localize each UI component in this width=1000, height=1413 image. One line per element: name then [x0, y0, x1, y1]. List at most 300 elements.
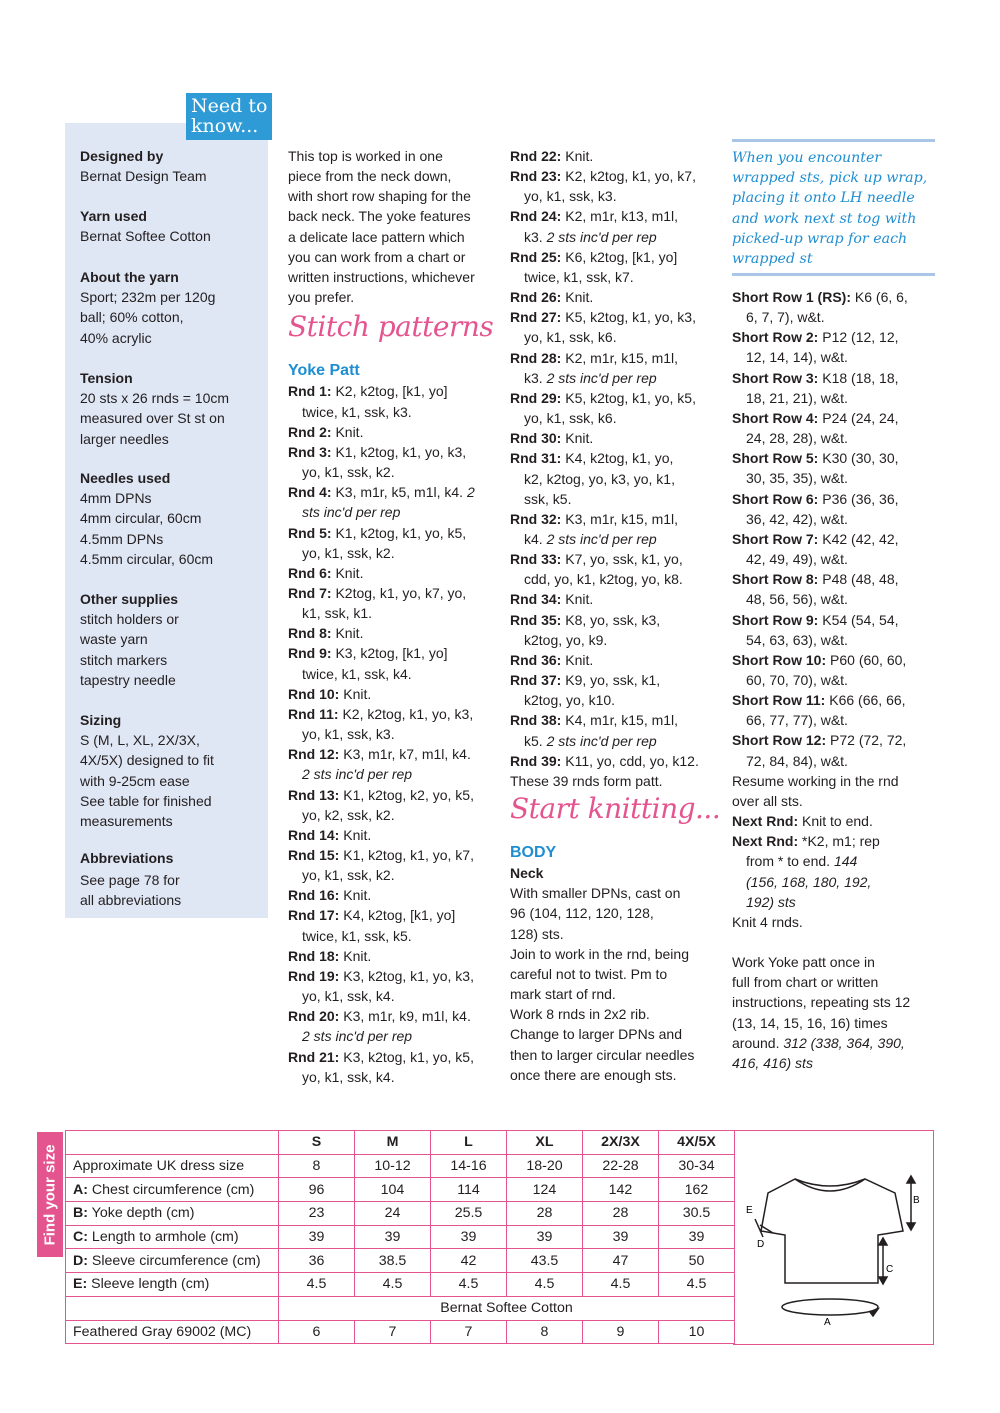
row-continuation: [288, 543, 498, 563]
row-key: Rnd 27:: [510, 309, 562, 326]
row-continuation: [510, 327, 725, 347]
yoke-rows: [288, 381, 498, 1086]
row-key: Short Row 5:: [732, 450, 819, 467]
table-cell: 4.5: [507, 1273, 583, 1297]
row-text: ssk, k5.: [524, 490, 572, 507]
row-text: Knit.: [339, 947, 372, 964]
row-text: K3, k2tog, k1, yo, k3,: [339, 967, 474, 984]
row-text: P36 (36, 36,: [818, 490, 899, 507]
abbreviations-block: Abbreviations See page 78 for all abbreviations: [80, 850, 182, 908]
row-continuation: [510, 529, 725, 549]
row-key: E:: [73, 1276, 88, 1293]
table-cell: 4.5: [279, 1273, 355, 1297]
pattern-row: [510, 247, 725, 267]
pattern-row: [288, 744, 498, 764]
pattern-row: [510, 146, 725, 166]
row-key: Short Row 2:: [732, 329, 819, 346]
row-key: Short Row 10:: [732, 651, 827, 668]
row-text: K5, k2tog, k1, yo, k3,: [561, 309, 696, 326]
row-text: Knit.: [561, 430, 594, 447]
pattern-row: [288, 583, 498, 603]
table-cell: 39: [659, 1225, 735, 1249]
row-continuation: [510, 227, 725, 247]
row-key: Rnd 10:: [288, 685, 340, 702]
pattern-row: [510, 448, 725, 468]
table-cell: 114: [431, 1178, 507, 1202]
row-text: Knit.: [561, 651, 594, 668]
table-cell: 39: [355, 1225, 431, 1249]
row-text: Knit.: [561, 289, 594, 306]
intro-column: This top is worked in one piece from the neck down, with short row shaping for the back neck. The yoke features a delicate lace pattern which you can work from a chart or written instructions, whichever you prefer. Stitch patterns Yoke Patt Rnd 1: K2, k2tog, [k1, yo] twice, k1, ssk, k3. Rnd 2: Knit. Rnd 3: K1, k2tog, k1, yo, k3, yo, k1, ssk, k2. Rnd 4: K3, m1r, k5, m1l, k4. 2 sts inc'd per rep Rnd 5: K1, k2tog, k1, yo, k5, yo, k1, ssk, k2. Rnd 6: Knit. Rnd 7: K2tog, k1, yo, k7, yo, k1, ssk, k1. Rnd 8: Knit. Rnd 9: K3, k2tog, [k1, yo] twice, k1, ssk, k4. Rnd 10: Knit. Rnd 11: K2, k2tog, k1, yo, k3, yo, k1, ssk, k3. Rnd 12: K3, m1r, k7, m1l, k4. 2 sts inc'd per rep Rnd 13: K1, k2tog, k2, yo, k5, yo, k2, ssk, k2. Rnd 14: Knit. Rnd 15: K1, k2tog, k1, yo, k7, yo, k1, ssk, k2. Rnd 16: Knit. Rnd 17: K4, k2tog, [k1, yo] twice, k1, ssk, k5. Rnd 18: Knit. Rnd 19: K3, k2tog, k1, yo, k3, yo, k1, ssk, k4. Rnd 20: K3, m1r, k9, m1l, k4. 2 sts inc'd per rep Rnd 21: K3, k2tog, k1, yo, k5, yo, k1, ssk, k4.: [288, 146, 498, 1087]
pattern-row: [288, 785, 498, 805]
row-text: k4.: [524, 530, 547, 547]
table-cell: 22-28: [583, 1154, 659, 1178]
row-text: P24 (24, 24,: [818, 409, 899, 426]
row-text: K9, yo, ssk, k1,: [561, 672, 661, 689]
row-continuation: 48, 56, 56), w&t.: [746, 591, 848, 608]
pattern-row: [288, 885, 498, 905]
row-text: twice, k1, ssk, k7.: [524, 268, 634, 285]
rows-end-note: These 39 rnds form patt.: [510, 772, 663, 789]
pattern-row: [288, 422, 498, 442]
row-key: Short Row 9:: [732, 611, 819, 628]
row-key: Rnd 34:: [510, 591, 562, 608]
designed-by-block: Designed by Bernat Design Team: [80, 148, 207, 185]
table-row: [66, 1178, 735, 1202]
row-key: Rnd 23:: [510, 168, 562, 185]
row-continuation: [288, 402, 498, 422]
row-key: Rnd 18:: [288, 947, 340, 964]
needles-block: Needles used 4mm DPNs 4mm circular, 60cm 4.5mm DPNs 4.5mm circular, 60cm: [80, 470, 214, 567]
row-key: Rnd 17:: [288, 907, 340, 924]
row-key: Short Row 11:: [732, 692, 826, 709]
table-cell: 10-12: [355, 1154, 431, 1178]
row-text: K3, k2tog, k1, yo, k5,: [339, 1048, 474, 1065]
row-text: K66 (66, 66,: [825, 692, 906, 709]
chest-measure-line: [782, 1299, 878, 1315]
table-cell: 39: [507, 1225, 583, 1249]
row-continuation: [510, 630, 725, 650]
pattern-row: [510, 589, 725, 609]
supplies-block: Other supplies stitch holders or waste yarn stitch markers tapestry needle: [80, 591, 179, 688]
row-text: K6 (6, 6,: [851, 289, 908, 305]
pattern-row: [510, 710, 725, 730]
row-text: K1, k2tog, k1, yo, k5,: [331, 524, 467, 541]
row-label-text: Length to armhole (cm): [87, 1229, 239, 1246]
table-cell: 142: [583, 1178, 659, 1202]
table-cell: 30.5: [659, 1202, 735, 1226]
row-text: yo, k1, ssk, k2.: [302, 867, 395, 884]
row-key: Rnd 16:: [288, 887, 340, 904]
label-a: A: [824, 1317, 831, 1328]
table-cell: 18-20: [507, 1154, 583, 1178]
short-row: [732, 368, 937, 388]
row-key: Short Row 6:: [732, 490, 819, 507]
pattern-row: [510, 348, 725, 368]
row-note: 2 sts inc'd per rep: [302, 1028, 413, 1045]
row-continuation: [288, 603, 498, 623]
row-continuation: 42, 49, 49), w&t.: [746, 551, 848, 568]
row-key: Rnd 8:: [288, 625, 332, 642]
row-text: Knit.: [331, 564, 364, 581]
row-text: P72 (72, 72,: [826, 732, 907, 749]
row-note: 2: [466, 484, 475, 501]
row-text: K2, k2tog, k1, yo, k3,: [338, 705, 474, 722]
row-continuation: [510, 489, 725, 509]
row-continuation: [288, 462, 498, 482]
row-key: Rnd 4:: [288, 484, 332, 501]
row-continuation: [510, 267, 725, 287]
table-row: [66, 1273, 735, 1297]
pattern-row: [288, 704, 498, 724]
row-continuation: [288, 986, 498, 1006]
row-key: C:: [73, 1229, 88, 1246]
row-note: 2 sts inc'd per rep: [546, 530, 657, 547]
pattern-row: [510, 549, 725, 569]
row-text: k2tog, yo, k9.: [524, 631, 608, 648]
row-continuation: [288, 664, 498, 684]
short-row: [732, 287, 937, 307]
tshirt-outline: [761, 1179, 903, 1283]
row-key: Rnd 32:: [510, 510, 562, 527]
pattern-row: [510, 751, 725, 771]
row-text: yo, k1, ssk, k4.: [302, 1068, 395, 1085]
rows-column: Rnd 22: Knit. Rnd 23: K2, k2tog, k1, yo, k7, yo, k1, ssk, k3. Rnd 24: K2, m1r, k13, m1l, k3. 2 sts inc'd per rep Rnd 25: K6, k2tog, [k1, yo] twice, k1, ssk, k7. Rnd 26: Knit. Rnd 27: K5, k2tog, k1, yo, k3, yo, k1, ssk, k6. Rnd 28: K2, m1r, k15, m1l, k3. 2 sts inc'd per rep Rnd 29: K5, k2tog, k1, yo, k5, yo, k1, ssk, k6. Rnd 30: Knit. Rnd 31: K4, k2tog, k1, yo, k2, k2tog, yo, k3, yo, k1, ssk, k5. Rnd 32: K3, m1r, k15, m1l, k4. 2 sts inc'd per rep Rnd 33: K7, yo, ssk, k1, yo, cdd, yo, k1, k2tog, yo, k8. Rnd 34: Knit. Rnd 35: K8, yo, ssk, k3, k2tog, yo, k9. Rnd 36: Knit. Rnd 37: K9, yo, ssk, k1, k2tog, yo, k10. Rnd 38: K4, m1r, k15, m1l, k5. 2 sts inc'd per rep Rnd 39: K11, yo, cdd, yo, k12. These 39 rnds form patt. Start knitting... BODY Neck With smaller DPNs, cast on 96 (104, 112, 120, 128, 128) sts. Join to work in the rnd, being careful not to twist. Pm to mark start of rnd. Work 8 rnds in 2x2 rib. Change to larger DPNs and then to larger circular needles once there are enough sts.: [510, 146, 725, 1085]
row-label-text: Approximate UK dress size: [73, 1158, 245, 1175]
row-text: K8, yo, ssk, k3,: [561, 611, 661, 628]
row-key: Rnd 1:: [288, 383, 332, 400]
short-row: [732, 408, 937, 428]
row-text: K3, k2tog, [k1, yo]: [331, 645, 448, 662]
row-key: Rnd 5:: [288, 524, 332, 541]
row-key: Short Row 7:: [732, 530, 819, 547]
row-key: Rnd 30:: [510, 430, 562, 447]
row-text: K7, yo, ssk, k1, yo,: [561, 551, 683, 568]
row-key: Rnd 3:: [288, 443, 332, 460]
pattern-row: [288, 966, 498, 986]
row-key: Short Row 1 (RS):: [732, 289, 851, 305]
row-text: Knit.: [331, 625, 364, 642]
short-row: [732, 650, 937, 670]
table-row: [66, 1225, 735, 1249]
short-row: [732, 327, 937, 347]
row-continuation: 72, 84, 84), w&t.: [746, 752, 848, 769]
sizing-block: Sizing S (M, L, XL, 2X/3X, 4X/5X) designed to fit with 9-25cm ease See table for finished measurements: [80, 712, 214, 830]
garment-diagram: [733, 1130, 934, 1345]
row-key: Rnd 38:: [510, 712, 562, 729]
short-row: [732, 569, 937, 589]
row-key: Rnd 9:: [288, 645, 332, 662]
row-label-text: Sleeve length (cm): [87, 1276, 210, 1293]
row-key: Rnd 14:: [288, 826, 340, 843]
pattern-row: [288, 563, 498, 583]
pattern-row: [510, 166, 725, 186]
row-text: twice, k1, ssk, k5.: [302, 927, 412, 944]
row-key: Rnd 6:: [288, 564, 332, 581]
table-cell: 4.5: [583, 1273, 659, 1297]
pattern-row: [510, 287, 725, 307]
yarn-header-row: Bernat Softee Cotton: [66, 1296, 735, 1320]
row-text: K6, k2tog, [k1, yo]: [561, 248, 678, 265]
pattern-row: [288, 623, 498, 643]
body-heading: BODY: [510, 844, 557, 861]
table-cell: 162: [659, 1178, 735, 1202]
row-key: Rnd 7:: [288, 584, 332, 601]
row-key: Short Row 12:: [732, 732, 827, 749]
row-key: Rnd 35:: [510, 611, 562, 628]
row-key: Rnd 20:: [288, 1008, 340, 1025]
row-text: k5.: [524, 732, 547, 749]
row-continuation: 24, 28, 28), w&t.: [746, 430, 848, 447]
row-continuation: [510, 469, 725, 489]
pattern-row: [510, 509, 725, 529]
row-text: K3, m1r, k9, m1l, k4.: [339, 1008, 471, 1025]
row-text: K42 (42, 42,: [818, 530, 899, 547]
table-cell: 36: [279, 1249, 355, 1273]
pattern-row: [288, 643, 498, 663]
row-key: Rnd 26:: [510, 289, 562, 306]
short-row: [732, 690, 937, 710]
row-continuation: [288, 926, 498, 946]
yarn-used-block: Yarn used Bernat Softee Cotton: [80, 208, 211, 245]
row-continuation: 12, 14, 14), w&t.: [746, 349, 848, 366]
row-text: K1, k2tog, k2, yo, k5,: [339, 786, 474, 803]
row-text: K11, yo, cdd, yo, k12.: [561, 752, 699, 769]
pattern-row: [510, 206, 725, 226]
table-cell: 28: [583, 1202, 659, 1226]
row-key: Rnd 29:: [510, 389, 562, 406]
pattern-row: [510, 428, 725, 448]
table-header-row: S M L XL 2X/3X 4X/5X: [66, 1131, 735, 1155]
short-row: [732, 529, 937, 549]
row-text: yo, k1, ssk, k6.: [524, 410, 617, 427]
short-row: [732, 730, 937, 750]
pattern-row: [510, 670, 725, 690]
row-key: Rnd 13:: [288, 786, 340, 803]
row-label: [66, 1154, 279, 1178]
row-text: K2, k2tog, [k1, yo]: [331, 383, 448, 400]
label-d: D: [757, 1239, 765, 1250]
row-text: K4, m1r, k15, m1l,: [561, 712, 679, 729]
row-key: Rnd 2:: [288, 423, 332, 440]
row-text: Knit.: [339, 685, 372, 702]
row-continuation: [510, 690, 725, 710]
row-text: Knit.: [339, 826, 372, 843]
row-continuation: [510, 408, 725, 428]
table-cell: 14-16: [431, 1154, 507, 1178]
row-text: yo, k1, ssk, k4.: [302, 988, 395, 1005]
row-key: Rnd 22:: [510, 148, 562, 164]
row-text: twice, k1, ssk, k3.: [302, 403, 412, 420]
row-text: P60 (60, 60,: [826, 651, 907, 668]
row-key: Rnd 19:: [288, 967, 340, 984]
row-label: [66, 1202, 279, 1226]
table-cell: 39: [431, 1225, 507, 1249]
row-text: K2, k2tog, k1, yo, k7,: [561, 168, 696, 185]
row-text: Knit.: [339, 887, 372, 904]
table-cell: 25.5: [431, 1202, 507, 1226]
row-key: B:: [73, 1205, 88, 1222]
row-continuation: [510, 569, 725, 589]
row-text: K2, m1r, k15, m1l,: [561, 349, 679, 366]
stitch-patterns-heading: Stitch patterns: [288, 310, 494, 344]
row-key: Rnd 21:: [288, 1048, 340, 1065]
row-key: Rnd 15:: [288, 847, 340, 863]
table-row: [66, 1202, 735, 1226]
row-text: K2, m1r, k13, m1l,: [561, 208, 679, 225]
row-text: yo, k1, ssk, k2.: [302, 544, 395, 561]
row-text: cdd, yo, k1, k2tog, yo, k8.: [524, 571, 683, 588]
wrapped-stitch-callout: When you encounter wrapped sts, pick up wrap, placing it onto LH needle and work next st tog with picked-up wrap for each wrapped st: [732, 139, 935, 276]
row-note: 2 sts inc'd per rep: [302, 766, 413, 783]
row-text: Knit.: [331, 423, 364, 440]
table-cell: 4.5: [431, 1273, 507, 1297]
row-key: Rnd 11:: [288, 705, 339, 722]
row-continuation: 66, 77, 77), w&t.: [746, 712, 848, 729]
label-b: B: [913, 1195, 920, 1206]
about-yarn-block: About the yarn Sport; 232m per 120g ball; 60% cotton, 40% acrylic: [80, 269, 216, 346]
row-text: yo, k1, ssk, k6.: [524, 329, 617, 346]
row-note: 2 sts inc'd per rep: [546, 228, 657, 245]
row-continuation: 54, 63, 63), w&t.: [746, 631, 848, 648]
row-note: 2 sts inc'd per rep: [546, 732, 657, 749]
table-cell: 23: [279, 1202, 355, 1226]
pattern-row: [288, 1047, 498, 1067]
label-c: C: [886, 1264, 894, 1275]
tension-block: Tension 20 sts x 26 rnds = 10cm measured over St st on larger needles: [80, 370, 230, 447]
row-text: K3, m1r, k5, m1l, k4.: [331, 484, 467, 501]
row-continuation: [510, 368, 725, 388]
row-continuation: [288, 805, 498, 825]
row-text: K1, k2tog, k1, yo, k7,: [339, 847, 474, 863]
pattern-row: [288, 905, 498, 925]
row-label: [66, 1225, 279, 1249]
pattern-row: [288, 845, 498, 865]
row-continuation: 18, 21, 21), w&t.: [746, 389, 848, 406]
row-key: Rnd 25:: [510, 248, 562, 265]
row-label-text: Sleeve circumference (cm): [87, 1252, 261, 1269]
table-cell: 47: [583, 1249, 659, 1273]
table-cell: 30-34: [659, 1154, 735, 1178]
tshirt-diagram-svg: [733, 1131, 933, 1344]
pattern-row: [288, 442, 498, 462]
row-text: k2, k2tog, yo, k3, yo, k1,: [524, 470, 675, 487]
row-text: K3, m1r, k15, m1l,: [561, 510, 679, 527]
label-e: E: [746, 1205, 753, 1216]
row-text: yo, k1, ssk, k3.: [302, 726, 395, 743]
next-rnd-2: Next Rnd: *K2, m1; rep: [732, 833, 880, 850]
table-cell: 38.5: [355, 1249, 431, 1273]
row-key: Short Row 4:: [732, 409, 819, 426]
pattern-row: [288, 1006, 498, 1026]
row-text: K4, k2tog, [k1, yo]: [339, 907, 456, 924]
row-key: Rnd 39:: [510, 752, 562, 769]
table-cell: 96: [279, 1178, 355, 1202]
pattern-row: [288, 482, 498, 502]
row-continuation: 36, 42, 42), w&t.: [746, 510, 848, 527]
table-cell: 39: [279, 1225, 355, 1249]
yoke-rows-continued: [510, 146, 725, 771]
row-note: 2 sts inc'd per rep: [546, 369, 657, 386]
row-text: K3, m1r, k7, m1l, k4.: [339, 746, 471, 763]
short-row: [732, 489, 937, 509]
row-text: yo, k1, ssk, k3.: [524, 188, 617, 205]
pattern-row: [510, 307, 725, 327]
pattern-row: [288, 684, 498, 704]
row-text: Knit.: [561, 591, 594, 608]
short-row: [732, 448, 937, 468]
table-cell: 50: [659, 1249, 735, 1273]
short-rows-column: Short Row 1 (RS): K6 (6, 6, 6, 7, 7), w&t. Short Row 2: P12 (12, 12, 12, 14, 14), w&t. Short Row 3: K18 (18, 18, 18, 21, 21), w&t. Short Row 4: P24 (24, 24, 24, 28, 28), w&t. Short Row 5: K30 (30, 30, 30, 35, 35), w&t. Short Row 6: P36 (36, 36, 36, 42, 42), w&t. Short Row 7: K42 (42, 42, 42, 49, 49), w&t. Short Row 8: P48 (48, 48, 48, 56, 56), w&t. Short Row 9: K54 (54, 54, 54, 63, 63), w&t. Short Row 10: P60 (60, 60, 60, 70, 70), w&t. Short Row 11: K66 (66, 66, 66, 77, 77), w&t. Short Row 12: P72 (72, 72, 72, 84, 84), w&t. Resume working in the rnd over all sts. Next Rnd: Knit to end. Next Rnd: *K2, m1; rep from * to end. 144 (156, 168, 180, 192, 192) sts Knit 4 rnds. Work Yoke patt once in full from chart or written instructions, repeating sts 12 (13, 14, 15, 16, 16) times around. 312 (338, 364, 390, 416, 416) sts: [732, 287, 937, 1073]
row-continuation: 60, 70, 70), w&t.: [746, 671, 848, 688]
next-rnd-1: Next Rnd: Knit to end.: [732, 813, 873, 830]
row-text: K4, k2tog, k1, yo,: [561, 450, 674, 467]
pattern-row: [288, 381, 498, 401]
row-key: Rnd 24:: [510, 208, 562, 225]
row-key: Short Row 8:: [732, 571, 819, 588]
pattern-row: [510, 610, 725, 630]
row-text: K18 (18, 18,: [818, 369, 899, 386]
row-key: Rnd 37:: [510, 672, 562, 689]
table-cell: 4.5: [659, 1273, 735, 1297]
row-text: K2tog, k1, yo, k7, yo,: [331, 584, 467, 601]
row-continuation: [288, 724, 498, 744]
pattern-row: [288, 946, 498, 966]
row-note: sts inc'd per rep: [302, 504, 401, 521]
neck-label: Neck: [510, 865, 544, 882]
table-cell: 4.5: [355, 1273, 431, 1297]
row-continuation: [288, 1067, 498, 1087]
row-key: Rnd 12:: [288, 746, 340, 763]
row-text: Knit.: [561, 148, 594, 164]
yoke-patt-heading: Yoke Patt: [288, 362, 360, 380]
row-key: Rnd 33:: [510, 551, 562, 568]
need-to-know-tag: Need to know...: [186, 93, 272, 140]
row-text: yo, k1, ssk, k2.: [302, 464, 395, 481]
row-key: Rnd 36:: [510, 651, 562, 668]
row-label: [66, 1249, 279, 1273]
row-continuation: [288, 865, 498, 885]
row-text: K30 (30, 30,: [818, 450, 899, 467]
table-row: [66, 1249, 735, 1273]
table-cell: 28: [507, 1202, 583, 1226]
row-key: A:: [73, 1181, 88, 1198]
row-text: k1, ssk, k1.: [302, 605, 373, 622]
row-label: [66, 1178, 279, 1202]
row-label-text: Yoke depth (cm): [87, 1205, 195, 1222]
row-continuation: [510, 186, 725, 206]
row-key: Rnd 31:: [510, 450, 562, 467]
short-rows: [732, 287, 937, 771]
row-text: P48 (48, 48,: [818, 571, 899, 588]
row-text: K1, k2tog, k1, yo, k3,: [331, 443, 467, 460]
table-cell: 24: [355, 1202, 431, 1226]
table-cell: 104: [355, 1178, 431, 1202]
table-cell: 39: [583, 1225, 659, 1249]
row-continuation: [510, 731, 725, 751]
table-row: [66, 1154, 735, 1178]
start-knitting-heading: Start knitting...: [510, 792, 721, 825]
row-key: Rnd 28:: [510, 349, 562, 366]
table-cell: 42: [431, 1249, 507, 1273]
row-continuation: 30, 35, 35), w&t.: [746, 470, 848, 487]
pattern-row: [510, 650, 725, 670]
row-text: twice, k1, ssk, k4.: [302, 665, 412, 682]
find-your-size-tab: Find your size: [37, 1132, 63, 1257]
row-key: Short Row 3:: [732, 369, 819, 386]
row-text: P12 (12, 12,: [818, 329, 899, 346]
row-text: K54 (54, 54,: [818, 611, 899, 628]
